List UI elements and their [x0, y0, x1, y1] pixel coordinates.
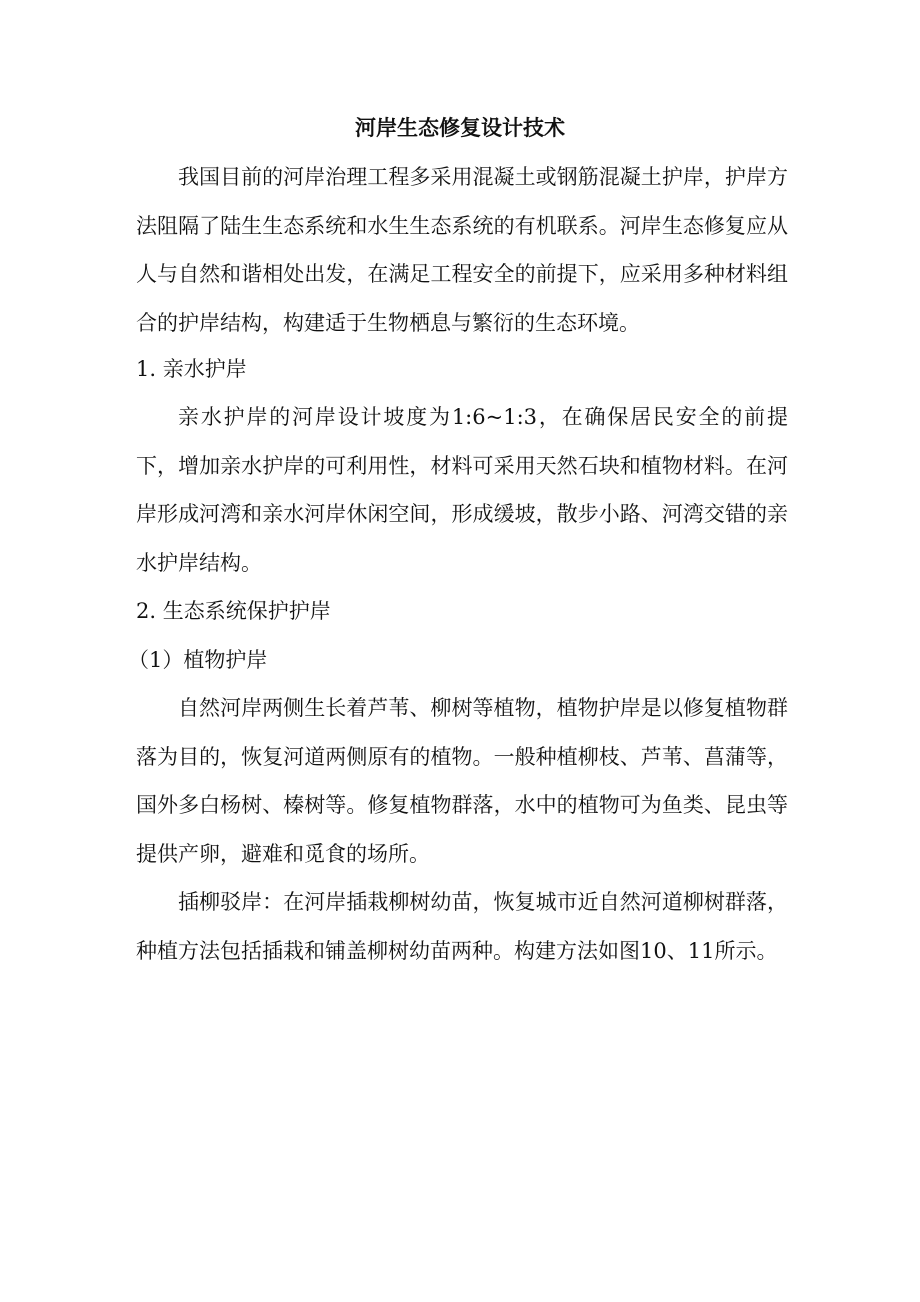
section-2-heading: 2. 生态系统保护护岸: [136, 599, 331, 623]
intro-paragraph: 我国目前的河岸治理工程多采用混凝土或钢筋混凝土护岸，护岸方法阻隔了陆生生态系统和水生生态系统的有机联系。河岸生态修复应从人与自然和谐相处出发，在满足工程安全的前提下，应采用多种材料组合的护岸结构，构建适于生物栖息与繁衍的生态环境。: [136, 165, 788, 335]
subsection-1-heading: （1）植物护岸: [128, 648, 268, 672]
section-1-paragraph: 亲水护岸的河岸设计坡度为1:6~1:3，在确保居民安全的前提下，增加亲水护岸的可利用性，材料可采用天然石块和植物材料。在河岸形成河湾和亲水河岸休闲空间，形成缓坡，散步小路、河湾交错的亲水护岸结构。: [136, 405, 788, 575]
willow-revetment-paragraph: 插柳驳岸：在河岸插栽柳树幼苗，恢复城市近自然河道柳树群落，种植方法包括插栽和铺盖柳树幼苗两种。构建方法如图10、11所示。: [136, 890, 788, 963]
section-1-heading: 1. 亲水护岸: [136, 357, 247, 381]
document-title: 河岸生态修复设计技术: [355, 115, 565, 140]
subsection-1-paragraph: 自然河岸两侧生长着芦苇、柳树等植物，植物护岸是以修复植物群落为目的，恢复河道两侧原有的植物。一般种植柳枝、芦苇、菖蒲等，国外多白杨树、榛树等。修复植物群落，水中的植物可为鱼类、昆虫等提供产卵，避难和觅食的场所。: [136, 696, 788, 866]
